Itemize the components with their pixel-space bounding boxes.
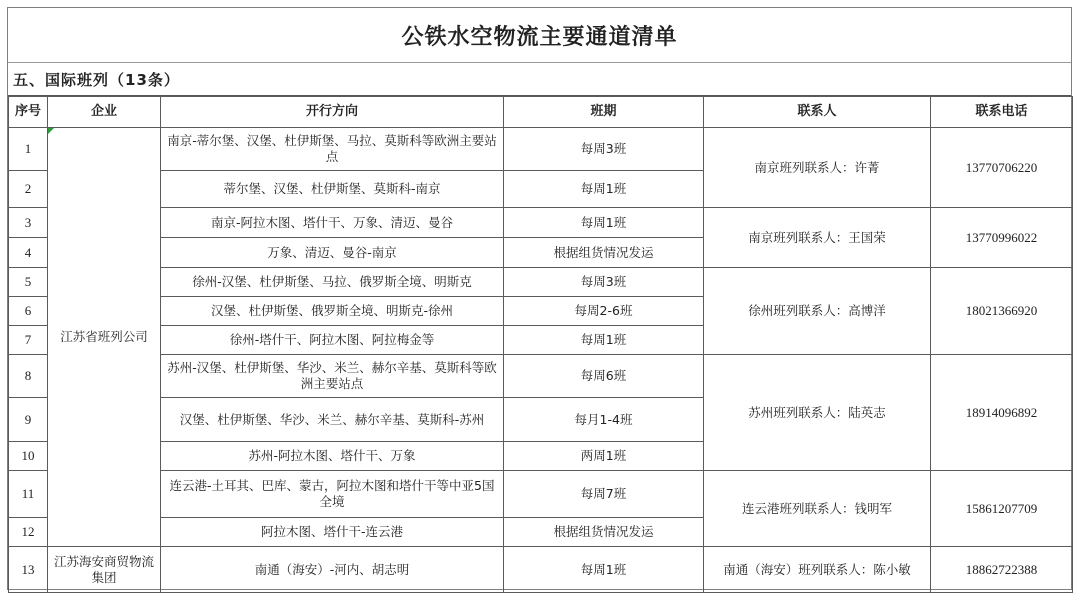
route-schedule: 根据组货情况发运: [504, 518, 704, 547]
row-index: 9: [9, 398, 48, 442]
contact-name: 连云港班列联系人：钱明军: [704, 471, 931, 547]
page-title: 公铁水空物流主要通道清单: [8, 8, 1071, 63]
cell-marker-icon: [48, 128, 54, 134]
row-index: 13: [9, 547, 48, 593]
route-direction: 徐州-塔什干、阿拉木图、阿拉梅金等: [161, 326, 504, 355]
route-schedule: 每周3班: [504, 268, 704, 297]
contact-name: 南京班列联系人：许菁: [704, 128, 931, 208]
contact-name: 南通（海安）班列联系人：陈小敏: [704, 547, 931, 593]
table-row: [9, 471, 1073, 518]
route-schedule: 每周1班: [504, 326, 704, 355]
route-schedule: 两周1班: [504, 442, 704, 471]
route-schedule: 每周7班: [504, 471, 704, 518]
route-direction: 汉堡、杜伊斯堡、俄罗斯全境、明斯克-徐州: [161, 297, 504, 326]
header-index: 序号: [9, 97, 48, 128]
table-row: [9, 128, 1073, 171]
header-phone: 联系电话: [931, 97, 1073, 128]
spreadsheet: [7, 7, 1072, 590]
route-schedule: 根据组货情况发运: [504, 238, 704, 268]
row-index: 7: [9, 326, 48, 355]
route-schedule: 每周1班: [504, 547, 704, 593]
company-name: 江苏省班列公司: [60, 329, 148, 344]
company-name: 江苏海安商贸物流集团: [48, 547, 161, 593]
row-index: 8: [9, 355, 48, 398]
route-schedule: 每周3班: [504, 128, 704, 171]
route-schedule: 每月1-4班: [504, 398, 704, 442]
section-heading: 五、国际班列（13条）: [8, 63, 1071, 96]
contact-phone: 18021366920: [931, 268, 1073, 355]
contact-phone: 13770996022: [931, 208, 1073, 268]
route-direction: 蒂尔堡、汉堡、杜伊斯堡、莫斯科-南京: [161, 171, 504, 208]
route-direction: 苏州-汉堡、杜伊斯堡、华沙、米兰、赫尔辛基、莫斯科等欧洲主要站点: [161, 355, 504, 398]
row-index: 6: [9, 297, 48, 326]
contact-phone: 18914096892: [931, 355, 1073, 471]
table-row: [9, 547, 1073, 593]
contact-phone: 15861207709: [931, 471, 1073, 547]
header-schedule: 班期: [504, 97, 704, 128]
route-direction: 万象、清迈、曼谷-南京: [161, 238, 504, 268]
contact-phone: 13770706220: [931, 128, 1073, 208]
table-row: [9, 268, 1073, 297]
route-direction: 阿拉木图、塔什干-连云港: [161, 518, 504, 547]
table-row: [9, 355, 1073, 398]
row-index: 5: [9, 268, 48, 297]
route-direction: 连云港-土耳其、巴库、蒙古，阿拉木图和塔什干等中亚5国全境: [161, 471, 504, 518]
route-direction: 南京-阿拉木图、塔什干、万象、清迈、曼谷: [161, 208, 504, 238]
route-direction: 南京-蒂尔堡、汉堡、杜伊斯堡、马拉、莫斯科等欧洲主要站点: [161, 128, 504, 171]
route-direction: 南通（海安）-河内、胡志明: [161, 547, 504, 593]
header-company: 企业: [48, 97, 161, 128]
row-index: 2: [9, 171, 48, 208]
row-index: 3: [9, 208, 48, 238]
route-direction: 汉堡、杜伊斯堡、华沙、米兰、赫尔辛基、莫斯科-苏州: [161, 398, 504, 442]
route-schedule: 每周2-6班: [504, 297, 704, 326]
row-index: 12: [9, 518, 48, 547]
contact-name: 南京班列联系人：王国荣: [704, 208, 931, 268]
route-direction: 徐州-汉堡、杜伊斯堡、马拉、俄罗斯全境、明斯克: [161, 268, 504, 297]
rail-route-table: [8, 96, 1073, 593]
route-schedule: 每周1班: [504, 171, 704, 208]
route-schedule: 每周1班: [504, 208, 704, 238]
route-schedule: 每周6班: [504, 355, 704, 398]
contact-name: 徐州班列联系人：高博洋: [704, 268, 931, 355]
row-index: 11: [9, 471, 48, 518]
contact-name: 苏州班列联系人：陆英志: [704, 355, 931, 471]
row-index: 10: [9, 442, 48, 471]
table-row: [9, 208, 1073, 238]
company-cell[interactable]: [48, 128, 161, 547]
route-direction: 苏州-阿拉木图、塔什干、万象: [161, 442, 504, 471]
header-direction: 开行方向: [161, 97, 504, 128]
contact-phone: 18862722388: [931, 547, 1073, 593]
row-index: 4: [9, 238, 48, 268]
row-index: 1: [9, 128, 48, 171]
header-contact: 联系人: [704, 97, 931, 128]
